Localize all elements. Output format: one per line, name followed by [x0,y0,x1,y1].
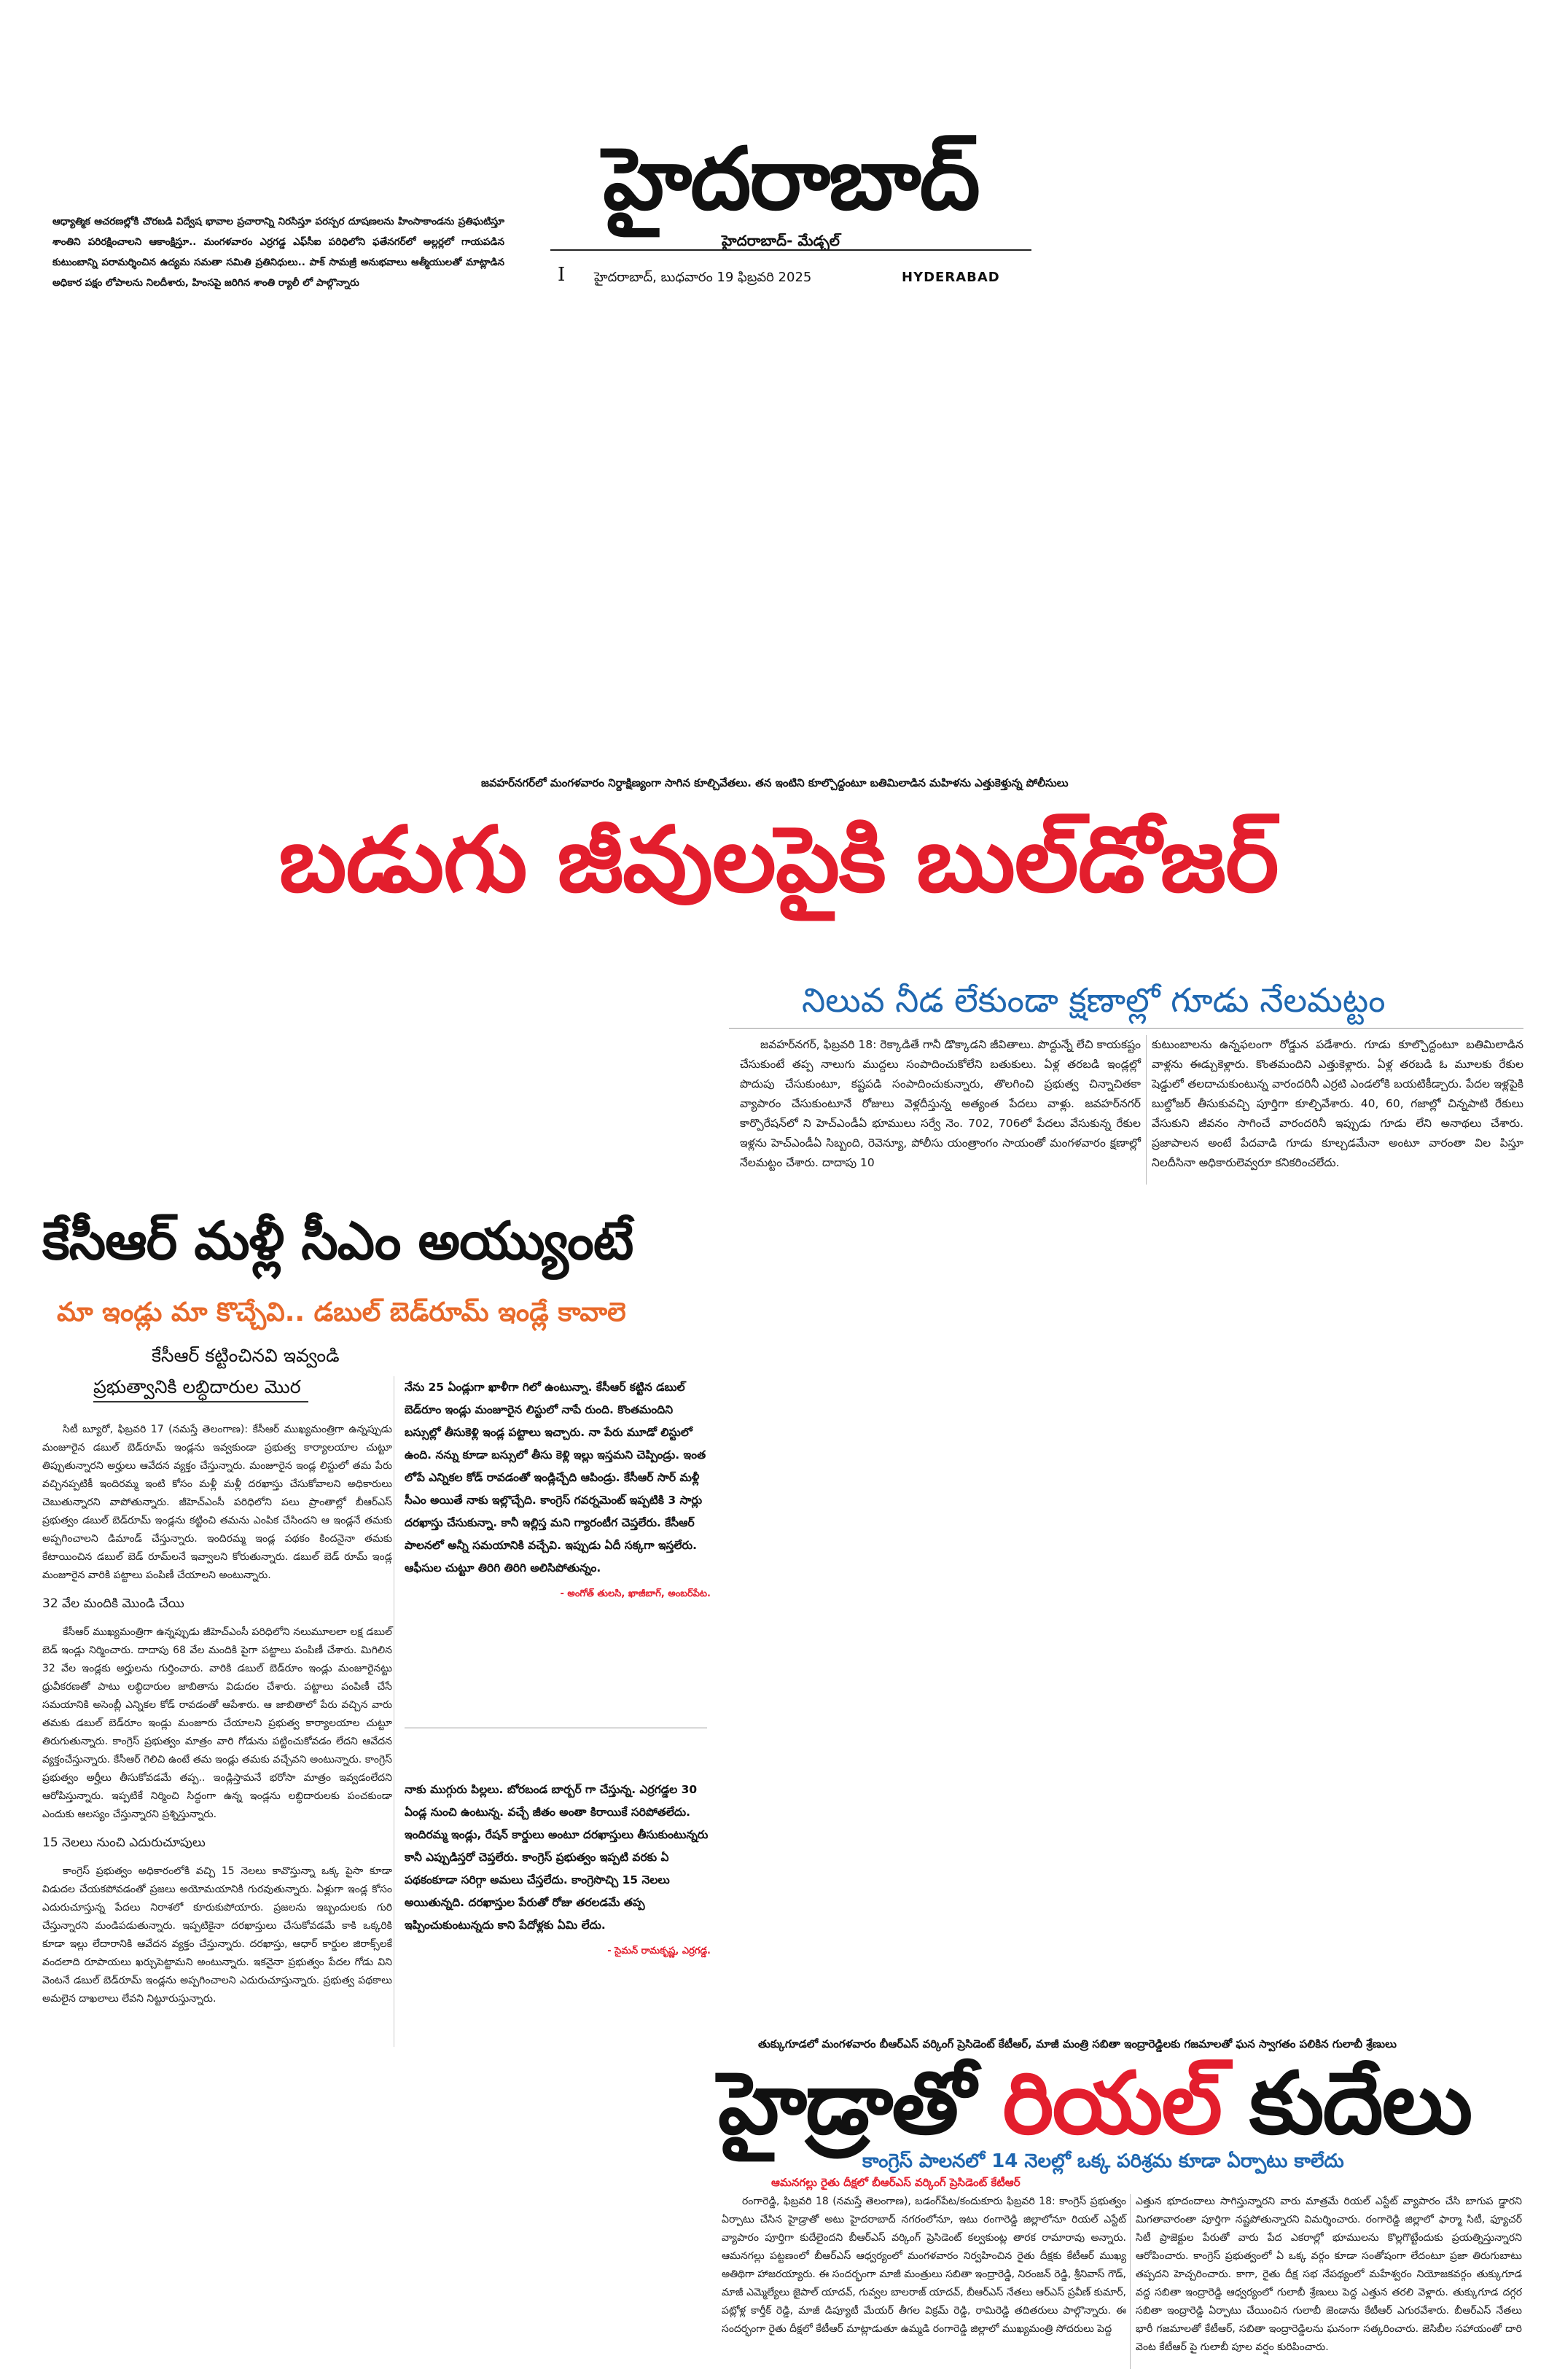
story3-col1-text: రంగారెడ్డి, ఫిబ్రవరి 18 (నమస్తే తెలంగాణ), బడంగ్‌పేట/కందుకూరు ఫిబ్రవరి 18: కాంగ్రెస్ ప్రభుత్వం ఏర్పాటు చేసిన హైడ్రాతో అటు హైదరాబాద్ నగరంలోనూ, ఇటు రంగారెడ్డి జిల్లాలోనూ రియల్ ఎస్టేట్ వ్యాపారం పూర్తిగా కుదేలైందని బీఆర్ఎస్ వర్కింగ్ ప్రెసిడెంట్ కల్వకుంట్ల తారక రామారావు అన్నారు. ఆమనగల్లు పట్టణంలో బీఆర్ఎస్ ఆధ్వర్యంలో మంగళవారం నిర్వహించిన రైతు దీక్షకు కేటీఆర్ ముఖ్య అతిథిగా హాజరయ్యారు. ఈ సందర్భంగా మాజీ మంత్రులు సబితా ఇంద్రారెడ్డి, నిరంజన్ రెడ్డి, శ్రీనివాస్ గౌడ్, మాజీ ఎమ్మెల్యేలు జైపాల్ యాదవ్, గువ్వల బాలరాజ్ యాదవ్, బీఆర్ఎస్ నేతలు ఆర్ఎస్ ప్రవీణ్ కుమార్, పట్లోళ్ల కార్తీక్ రెడ్డి, మాజీ డిప్యూటీ మేయర్ తీగల విక్రమ్ రెడ్డి, రామిరెడ్డి తదితరులు పాల్గొన్నారు. ఈ సందర్భంగా రైతు దీక్షలో కేటీఆర్ మాట్లాడుతూ ఉమ్మడి రంగారెడ్డి జిల్లాలో ముఖ్యమంత్రి సోదరులు పెద్ద [722,2196,1127,2335]
story1-top-rule [729,1028,1523,1029]
story3-headline [718,2052,1471,2154]
story1-column-1 [740,1035,1141,1173]
masthead-subtitle: హైదరాబాద్- మేడ్చల్ [722,232,840,249]
story3-photo-caption: తుక్కుగూడలో మంగళవారం బీఆర్ఎస్ వర్కింగ్ ప్రెసిడెంట్ కేటీఆర్, మాజీ మంత్రి సబితా ఇంద్రారెడ్డిలకు గజమాలతో ఘన స్వాగతం పలికిన గులాబీ శ్రేణులు [758,2037,1397,2051]
story3-inline-caption: ఆమనగల్లు రైతు దీక్షలో బీఆర్ఎస్ వర్కింగ్ ప్రెసిడెంట్ కేటీఆర్ [771,2176,1021,2189]
story2-headline: కేసీఆర్ మళ్లీ సీఎం అయ్యుంటే [42,1210,633,1271]
story2-quote-1 [405,1376,711,1605]
story1-col2-text: కుటుంబాలను ఉన్నఫలంగా రోడ్డున పడేశారు. గూడు కూల్చొద్దంటూ బతిమిలాడిన వాళ్లను ఈడ్చుకెళ్లారు. కొంతమందిని ఎత్తుకెళ్లారు. ఏళ్ల తరబడి ఓ మూలకు రేకుల షెడ్డులో తలదాచుకుంటున్న వారందరినీ ఎర్రటి ఎండలోకి బయటికీడ్చారు. పేదల ఇళ్లపైకి బుల్డోజర్ తీసుకువచ్చి పూర్తిగా కూల్చివేశారు. 40, 60, గజాల్లో చిన్నపాటి రేకులు వేసుకుని జీవనం సాగించే వారందరినీ ఇప్పుడు గూడు లేని అనాథలు చేశారు. ప్రజాపాలన అంటే పేదవాడి గూడు కూల్చడమేనా అంటూ వారంతా విల పిస్తూ నిలదీసినా అధికారులెవ్వరూ కనికరించలేదు. [1152,1038,1523,1169]
story2-deck: మా ఇండ్లు మా కొచ్చేవి.. డబుల్ బెడ్‌రూమ్ ఇండ్లే కావాలె [57,1298,626,1327]
story2-subhead-2: ప్రభుత్వానికి లబ్ధిదారుల మొర [93,1376,301,1397]
story2-paragraph-1: సిటీ బ్యూరో, ఫిబ్రవరి 17 (నమస్తే తెలంగాణ): కేసీఆర్ ముఖ్యమంత్రిగా ఉన్నప్పుడు మంజూరైన డబుల్ బెడ్‌రూమ్ ఇండ్లను ఇవ్వకుండా ప్రభుత్వ కార్యాలయాల చుట్టూ తిప్పుతున్నారని అర్హులు ఆవేదన వ్యక్తం చేస్తున్నారు. మంజూరైన ఇండ్ల లిస్టులో తమ పేరు వచ్చినప్పటికీ ఇందిరమ్మ ఇంటి కోసం మళ్లీ మళ్లీ దరఖాస్తు చేసుకోవాలని అధికారులు చెబుతున్నారని వాపోతున్నారు. జీహెచ్ఎంసీ పరిధిలోని పలు ప్రాంతాల్లో బీఆర్ఎస్ ప్రభుత్వం డబుల్ బెడ్‌రూమ్ ఇండ్లను కట్టించి తమను ఎంపిక చేసిందని ఆ ఇండ్లనే తమకు అప్పగించాలని డిమాండ్ చేస్తున్నారు. ఇందిరమ్మ ఇండ్ల పథకం కిందనైనా తమకు కేటాయించిన డబుల్ బెడ్ రూమ్‌లనే ఇవ్వాలని కోరుతున్నారు. డబుల్ బెడ్ రూమ్ ఇండ్ల మంజూరైన వారికి పట్టాలు పంపిణీ చేయాలని అంటున్నారు. [42,1424,392,1581]
story1-deck: నిలువ నీడ లేకుండా క్షణాల్లో గూడు నేలమట్టం [802,980,1386,1020]
masthead-dateline: హైదరాబాద్, బుధవారం 19 ఫిబ్రవరి 2025 [594,270,812,285]
story1-photo-caption: జవహర్‌నగర్‌లో మంగళవారం నిర్దాక్షిణ్యంగా సాగిన కూల్చివేతలు. తన ఇంటిని కూల్చొద్దంటూ బతిమిలాడిన మహిళను ఎత్తుకెళ్తున్న పోలీసులు [481,776,1069,789]
story2-crosshead-2: 15 నెలలు నుంచి ఎదురుచూపులు [42,1835,206,1850]
story2-subhead-rule [93,1401,308,1402]
story2-paragraph-2: కేసీఆర్ ముఖ్యమంత్రిగా ఉన్నప్పుడు జీహెచ్ఎంసీ పరిధిలోని నలుమూలలా లక్ష డబుల్ బెడ్ ఇండ్లు నిర్మించారు. దాదాపు 68 వేల మందికి పైగా పట్టాలు పంపిణీ చేశారు. మిగిలిన 32 వేల ఇండ్లకు అర్హులను గుర్తించారు. వారికి డబుల్ బెడ్‌రూం ఇండ్లు మంజూరైనట్టు ధ్రువీకరణతో పాటు లబ్ధిదారుల జాబితాను విడుదల చేశారు. పట్టాలు పంపిణీ చేసే సమయానికి అసెంబ్లీ ఎన్నికల కోడ్ రావడంతో ఆపేశారు. ఆ జాబితాలో పేరు వచ్చిన వారు తమకు డబుల్ బెడ్‌రూం ఇండ్లు మంజూరు చేయాలని ప్రభుత్వ కార్యాలయాల చుట్టూ తిరుగుతున్నారు. కాంగ్రెస్ ప్రభుత్వం మాత్రం వారి గోడును పట్టించుకోవడం లేదని ఆవేదన వ్యక్తంచేస్తున్నారు. కేసీఆర్ గెలిచి ఉంటే తమ ఇండ్లు తమకు వచ్చేవని అంటున్నారు. కాంగ్రెస్ ప్రభుత్వం అర్హీలు తీసుకోవడమే తప్ప.. ఇండ్లిస్తామనే భరోసా మాత్రం ఇవ్వడంలేదని ఆరోపిస్తున్నారు. ఇప్పటికే నిర్మించి సిద్ధంగా ఉన్న ఇండ్లను లబ్ధిదారులకు పంచకుండా ఎందుకు ఆలస్యం చేస్తున్నారని ప్రశ్నిస్తున్నారు. [42,1626,392,1820]
top-brief-text: ఆధ్యాత్మిక ఆచరణల్లోకి చొరబడి విద్వేష భావాల ప్రచారాన్ని నిరసిస్తూ పరస్పర దూషణలను హింసాకాండను ప్రతిఘటిస్తూ శాంతిని పరిరక్షించాలని ఆకాంక్షిస్తూ.. మంగళవారం ఎర్రగడ్డ ఎఫ్‌సీఐ పరిధిలోని ఫతేనగర్‌లో అల్లర్లలో గాయపడిన కుటుంబాన్ని పరామర్శించిన ఉద్యమ సమతా సమితి ప్రతినిధులు.. పాక్ సామజ్రీ అనుభవాలు ఆత్మీయులతో మాట్లాడిన అధికార పక్షం లోపాలను నిలదీశారు, హింసపై జరిగిన శాంతి ర్యాలీ లో పాల్గొన్నారు [52,216,504,289]
masthead-rule [550,249,1031,251]
story3-headline-part-3: కుదేలు [1220,2053,1472,2153]
story2-paragraph-3: కాంగ్రెస్ ప్రభుత్వం అధికారంలోకి వచ్చి 15 నెలలు కావొస్తున్నా ఒక్క పైసా కూడా విడుదల చేయకపోవడంతో ప్రజలు అయోమయానికి గురవుతున్నారు. ఏళ్లుగా ఇండ్ల కోసం ఎదురుచూస్తున్న పేదలు నిరాశలో కూరుకుపోయారు. ప్రజలను ఇబ్బందులకు గురి చేస్తున్నారని మండిపడుతున్నారు. ఇప్పటికైనా దరఖాస్తులు చేసుకోవడమే కాకి ఒక్కరికి కూడా ఇల్లు లేదారానికి ఆవేదన వ్యక్తం చేస్తున్నారు. దరఖాస్తు, ఆధార్ కార్డుల జిరాక్స్‌లకే వందలాది రూపాయలు ఖర్చుపెట్టామని అంటున్నారు. ఇకనైనా ప్రభుత్వం పేదల గోడు విని వెంటనే డబుల్ బెడ్‌రూమ్ ఇండ్లను అప్పగించాలని ఎదురుచూస్తున్నారు. ప్రభుత్వ పథకాలు అమలైన దాఖలాలు లేవని నిట్టూరుస్తున్నారు. [42,1865,392,2005]
story3-col2-text: ఎత్తున భూదందాలు సాగిస్తున్నారని వారు మాత్రమే రియల్ ఎస్టేట్ వ్యాపారం చేసి బాగుప డ్డారని మిగతావారంతా పూర్తిగా నష్టపోతున్నారని విమర్శించారు. రంగారెడ్డి జిల్లాలో ఫార్మా సిటీ, ఫ్యూచర్ సిటీ ప్రాజెక్టుల పేరుతో వారు పేద ఎకరాల్లో భూములను కొల్లగొట్టేందుకు ప్రయత్నిస్తున్నారని ఆరోపించారు. కాంగ్రెస్ ప్రభుత్వంలో ఏ ఒక్క వర్గం కూడా సంతోషంగా లేదంటూ ప్రజా తిరుగుబాటు తప్పదని హెచ్చరించారు. కాగా, రైతు దీక్ష సభ నేపథ్యంలో మహేశ్వరం నియోజకవర్గం తుక్కుగూడ వద్ద సబితా ఇంద్రారెడ్డి ఆధ్వర్యంలో గులాబీ శ్రేణులు పెద్ద ఎత్తున తరలి వెళ్లారు. తుక్కుగూడ దగ్గర సబితా ఇంద్రారెడ్డి ఏర్పాటు చేయించిన గులాబీ జెండాను కేటీఆర్ ఎగురవేశారు. బీఆర్ఎస్ నేతలు భారీ గజమాలతో కేటీఆర్, సబితా ఇంద్రారెడ్డిలను ఘనంగా సత్కరించారు. జెసిబీల సహాయంతో దారి వెంట కేటీఆర్ పై గులాబీ పూల వర్షం కురిపించారు. [1136,2196,1522,2353]
story3-column-2 [1136,2193,1522,2357]
story3-headline-part-1: హైడ్రాతో [718,2053,1003,2153]
story2-quote-2-text: నాకు ముగ్గురు పిల్లలు. బోరబండ బార్బర్ గా చేస్తున్న. ఎర్రగడ్డల 30 ఏండ్ల నుంచి ఉంటున్న. వచ్చే జీతం అంతా కిరాయికే సరిపోతలేదు. ఇందిరమ్మ ఇండ్లు, రేషన్ కార్డులు అంటూ దరఖాస్తులు తీసుకుంటున్నరు కానీ ఎప్పుడిస్తరో చెప్తలేరు. కాంగ్రెస్ ప్రభుత్వం ఇప్పటి వరకు ఏ పథకంకూడా సరిగ్గా అమలు చేస్తలేదు. కాంగ్రెసొచ్చి 15 నెలలు అయితున్నది. దరఖాస్తుల పేరుతో రోజు తరలడమే తప్ప ఇప్పించుకుంటున్నదు కాని పేదోళ్లకు ఏమి లేదు. [405,1783,709,1932]
story1-column-2 [1152,1035,1523,1173]
story1-col1-text: జవహర్‌నగర్, ఫిబ్రవరి 18: రెక్కాడితే గానీ డొక్కాడని జీవితాలు. పొద్దున్నే లేచి కాయకష్టం చేసుకుంటే తప్ప నాలుగు ముద్దలు సంపాదించుకోలేని బతుకులు. ఏళ్ల తరబడి ఇండ్లల్లో పొదుపు చేసుకుంటూ, కష్టపడి సంపాదించుకున్నారు, తొలగించి ప్రభుత్వ చిన్నాచితకా వ్యాపారం చేసుకుంటూనే రోజులు వెళ్లదీస్తున్న అత్యంత పేదలు వాళ్లు. జవహర్‌నగర్ కార్పొరేషన్‌లో ని హెచ్ఎండీఏ భూములు సర్వే నెం. 702, 706లో పేదలు వేసుకున్న రేకుల ఇళ్లను హెచ్ఎండీఏ సిబ్బంది, రెవెన్యూ, పోలీసు యంత్రాంగం సాయంతో మంగళవారం క్షణాల్లో నేలమట్టం చేశారు. దాదాపు 10 [740,1038,1141,1169]
story3-column-divider [1130,2194,1131,2369]
story3-deck: కాంగ్రెస్ పాలనలో 14 నెలల్లో ఒక్క పరిశ్రమ కూడా ఏర్పాటు కాలేదు [862,2150,1344,2172]
story2-subhead-1: కేసీఆర్ కట్టించినవి ఇవ్వండి [152,1345,340,1366]
masthead-city: HYDERABAD [902,270,1000,285]
story3-headline-part-2: రియల్ [1002,2053,1221,2153]
story2-quote-2-credit: - సైమన్ రామకృష్ణ, ఎర్రగడ్డ. [607,1946,711,1956]
story2-quote-2 [405,1779,711,1962]
story2-crosshead-1: 32 వేల మందికి మొండి చేయి [42,1596,184,1611]
story2-quote-1-credit: - అంగోత్ తులసి, ఖాజీబాగ్, అంబర్‌పేట. [560,1588,711,1599]
masthead-title: హైదరాబాద్ [603,128,979,229]
story2-body [42,1411,392,2018]
page-number: I [558,264,566,286]
story1-headline: బడుగు జీవులపైకి బుల్‌డోజర్ [278,808,1279,913]
story2-quote-1-text: నేను 25 ఏండ్లుగా ఖాళీగా గిలో ఉంటున్నా. కేసీఆర్ కట్టిన డబుల్ బెడ్‌రూం ఇండ్లు మంజూరైన లిస్టులో నాపే రుంది. కొంతమందిని బస్సుల్లో తీసుకెళ్లి ఇండ్ల పట్టాలు ఇచ్చారు. నా పేరు మూడో లిస్టులో ఉంది. నన్ను కూడా బస్సులో తీసు కెళ్లి ఇల్లు ఇస్తమని చెప్పిండ్రు. ఇంత లోపే ఎన్నికల కోడ్ రావడంతో ఇండ్లిచ్చేది ఆపిండ్రు. కేసీఆర్ సార్ మళ్లీ సీఎం అయితే నాకు ఇల్లొచ్చేది. కాంగ్రెస్ గవర్నమెంట్ ఇప్పటికి 3 సార్లు దరఖాస్తు చేసుకున్నా. కానీ ఇల్లిస్త మని గ్యారంటీగ చెప్తలేరు. కేసీఆర్ పాలనలో అన్నీ సమయానికి వచ్చేవి. ఇప్పుడు ఏదీ సక్కగా ఇస్తలేరు. ఆఫీసుల చుట్టూ తిరిగి తిరిగి అలిసిపోతున్నం. [405,1381,706,1575]
story1-column-divider [1146,1035,1147,1185]
story3-column-1 [722,2193,1126,2338]
